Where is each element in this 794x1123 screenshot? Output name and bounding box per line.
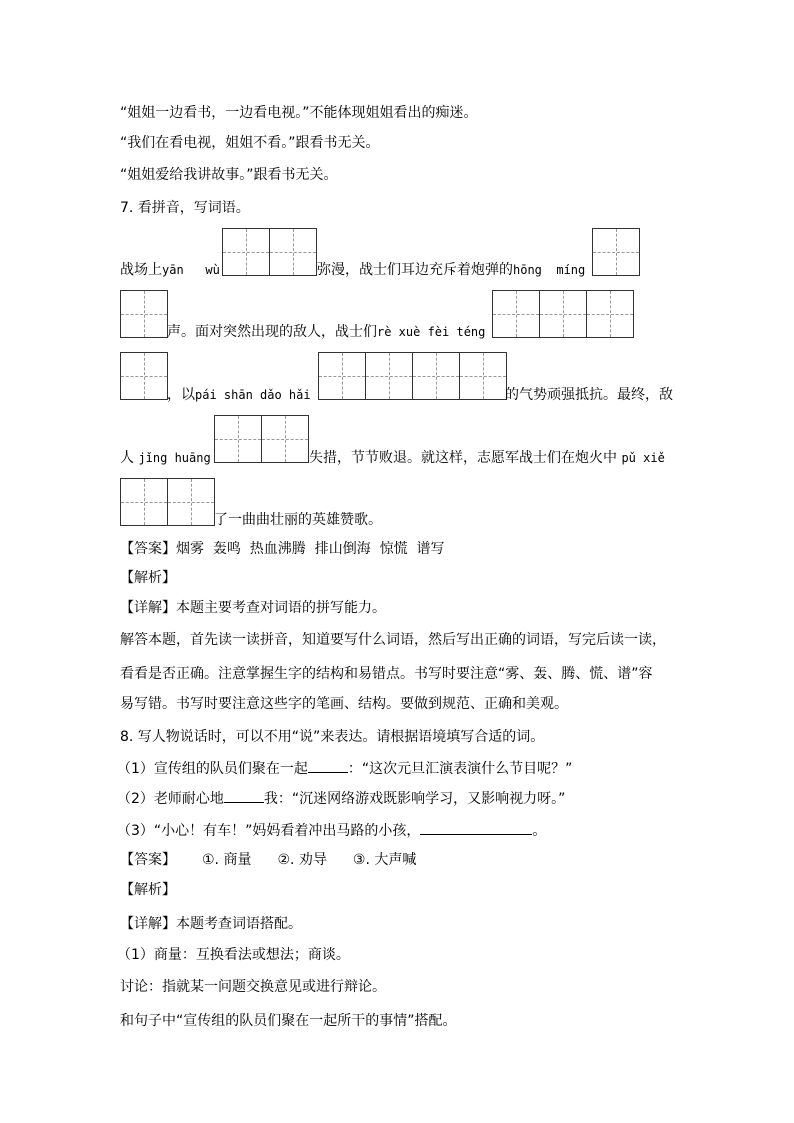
q8-sentence-1 (117, 758, 572, 778)
pinyin: rè xuè fèi téng (377, 325, 486, 339)
tianzige-box[interactable] (365, 352, 413, 400)
answer-grid-jinghuang[interactable] (215, 415, 309, 463)
answer-3: ③. 大声喊 (352, 852, 417, 868)
text: 。 (532, 823, 547, 839)
text: （3）“小心！有车！”妈妈看着冲出马路的小孩， (117, 823, 421, 839)
q7-line-1b (317, 261, 585, 279)
q8-line: 讨论：指就某一问题交换意见或进行辩论。 (120, 979, 386, 995)
text: 我：“沉迷网络游戏既影响学习，又影响视力呀。” (263, 791, 566, 807)
tianzige-box[interactable] (120, 478, 168, 526)
text: （1）宣传组的队员们聚在一起 (117, 761, 308, 777)
top-line: “姐姐爱给我讲故事。”跟看书无关。 (120, 167, 338, 183)
tianzige-box[interactable] (120, 290, 168, 338)
q7-para: 看看是否正确。注意掌握生字的结构和易错点。书写时要注意“雾、轰、腾、慌、谱”容 (120, 666, 653, 682)
answer-grid-hongming-2[interactable] (121, 290, 168, 338)
q7-analysis: 【解析】 (120, 570, 176, 586)
blank-2[interactable] (224, 788, 264, 803)
q7-line-5: 了一曲曲壮丽的英雄赞歌。 (214, 512, 382, 528)
q8-line: 和句子中“宣传组的队员们聚在一起所干的事情”搭配。 (120, 1013, 457, 1029)
top-line: “姐姐一边看书，一边看电视。”不能体现姐姐看出的痴迷。 (120, 105, 478, 121)
q8-detail: 【详解】本题考查词语搭配。 (120, 916, 302, 932)
text: 失措，节节败退。就这样，志愿军战士们在炮火中 (309, 450, 617, 466)
pinyin: yān wù (162, 263, 220, 277)
q7-detail: 【详解】本题主要考查对词语的拼写能力。 (120, 600, 386, 616)
q7-answer: 【答案】烟雾 轰鸣 热血沸腾 排山倒海 惊慌 谱写 (120, 541, 445, 557)
q8-answer (120, 851, 416, 869)
answer-grid-hongming-1[interactable] (593, 228, 640, 276)
answer-grid-yanwu[interactable] (223, 228, 317, 276)
tianzige-box[interactable] (492, 290, 540, 338)
text: 战场上 (120, 262, 162, 278)
pinyin: pái shān dǎo hǎi (195, 388, 311, 402)
tianzige-box[interactable] (167, 478, 215, 526)
q7-line-3 (167, 386, 311, 404)
text: 人 (120, 450, 134, 466)
pinyin: jǐng huāng (138, 451, 211, 465)
answer-2: ②. 劝导 (277, 852, 327, 868)
q7-line-2 (167, 323, 485, 341)
tianzige-box[interactable] (269, 228, 317, 276)
answer-label: 【答案】 (120, 852, 176, 868)
q7-line-1 (120, 261, 220, 279)
text: 声。面对突然出现的敌人，战士们 (167, 324, 377, 340)
answer-grid-paishandaohai[interactable] (319, 352, 507, 400)
q7-para: 易写错。书写时要注意这些字的笔画、结构。要做到规范、正确和美观。 (120, 696, 568, 712)
tianzige-box[interactable] (412, 352, 460, 400)
tianzige-box[interactable] (318, 352, 366, 400)
q8-analysis: 【解析】 (120, 882, 176, 898)
text: （2）老师耐心地 (117, 791, 224, 807)
answer-grid-puxie[interactable] (121, 478, 215, 526)
q7-para: 解答本题，首先读一读拼音，知道要写什么词语，然后写出正确的词语，写完后读一读， (120, 632, 666, 648)
q7-line-4b (309, 449, 665, 467)
answer-grid-rexuefeiteng-1[interactable] (493, 290, 634, 338)
answer-grid-rexuefeiteng-2[interactable] (121, 352, 168, 400)
blank-1[interactable] (308, 758, 348, 773)
q7-line-4 (120, 449, 211, 467)
answer-1: ①. 商量 (202, 852, 252, 868)
q8-line: （1）商量：互换看法或想法；商谈。 (117, 947, 350, 963)
tianzige-box[interactable] (539, 290, 587, 338)
text: 弥漫，战士们耳边充斥着炮弹的 (317, 262, 513, 278)
tianzige-box[interactable] (214, 415, 262, 463)
q8-sentence-3 (117, 820, 546, 840)
text: ：“这次元旦汇演表演什么节目呢？” (347, 761, 573, 777)
top-line: “我们在看电视，姐姐不看。”跟看书无关。 (120, 135, 380, 151)
tianzige-box[interactable] (120, 352, 168, 400)
question-8-title: 8. 写人物说话时，可以不用“说”来表达。请根据语境填写合适的词。 (120, 729, 545, 745)
pinyin: hōng míng (513, 263, 586, 277)
tianzige-box[interactable] (459, 352, 507, 400)
blank-3[interactable] (420, 820, 532, 835)
question-7-title: 7. 看拼音，写词语。 (120, 200, 250, 216)
text: ，以 (167, 387, 195, 403)
tianzige-box[interactable] (222, 228, 270, 276)
q8-sentence-2 (117, 788, 565, 808)
pinyin: pǔ xiě (621, 451, 665, 465)
tianzige-box[interactable] (592, 228, 640, 276)
tianzige-box[interactable] (261, 415, 309, 463)
tianzige-box[interactable] (586, 290, 634, 338)
q7-line-3b: 的气势顽强抵抗。最终，敌 (505, 387, 673, 403)
